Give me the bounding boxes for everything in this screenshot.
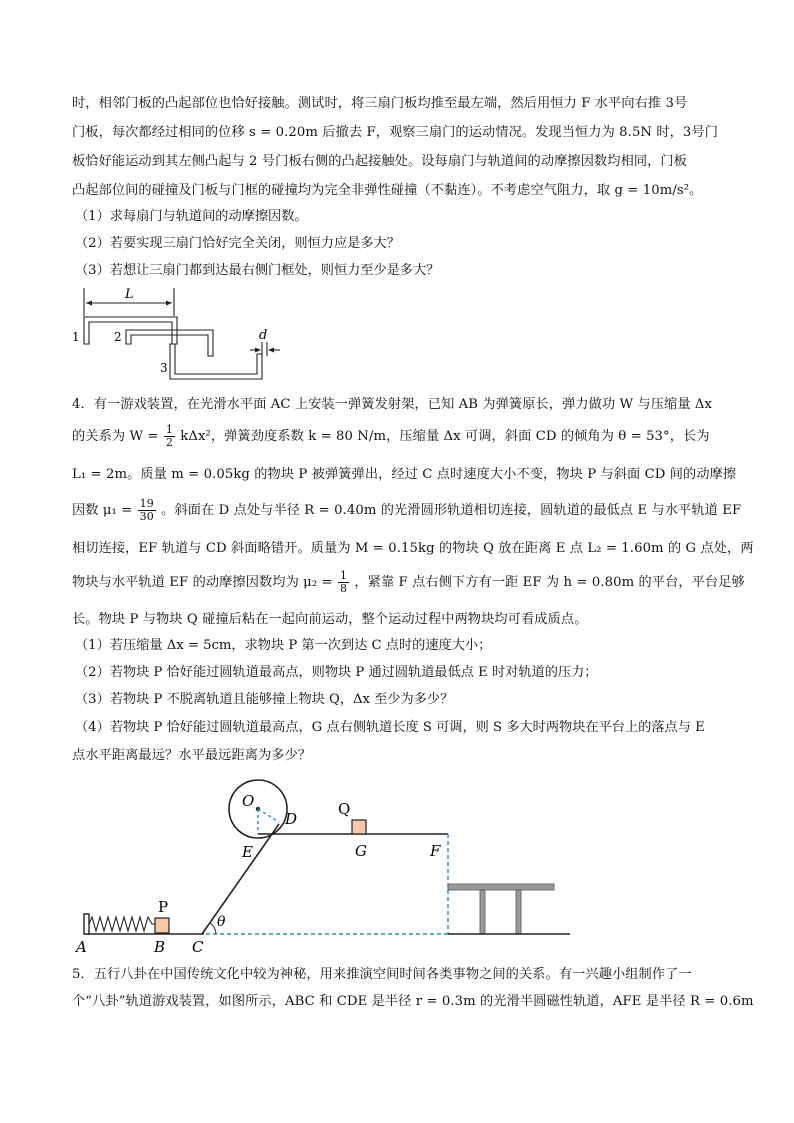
p3-line-2: 门板，每次都经过相同的位移 s = 0.20m 后撤去 F，观察三扇门的运动情况。发现当恒力为 8.5N 时，3号门 (72, 125, 719, 140)
fraction-mu1 (138, 498, 156, 523)
fraction-denominator: 30 (139, 510, 154, 523)
p4-question-4a: （4）若物块 P 恰好能过圆轨道最高点，G 点右侧轨道长度 S 可调，则 S 多大时两物块在平台上的落点与 E (75, 720, 705, 735)
p4-question-2: （2）若物块 P 恰好能过圆轨道最高点，则物块 P 通过圆轨道最低点 E 时对轨道的压力； (75, 665, 598, 680)
p5-line-2: 个“八卦”轨道游戏装置，如图所示，ABC 和 CDE 是半径 r = 0.3m 的光滑半圆磁性轨道，AFE 是半径 R = 0.6m (72, 994, 754, 1009)
p4-line-6-b: ，紧靠 F 点右侧下方有一距 EF 为 h = 0.80m 的平台，平台足够 (354, 575, 745, 590)
incline-CD (202, 824, 279, 934)
L-arrow-head-left (86, 301, 92, 306)
label-door-2: 2 (114, 330, 122, 344)
label-theta: θ (217, 914, 226, 930)
d-arrow-head-right (268, 348, 274, 353)
label-F: F (430, 842, 441, 860)
spring-wall (84, 914, 89, 934)
p4-question-3: （3）若物块 P 不脱离轨道且能够撞上物块 Q，Δx 至少为多少？ (75, 692, 454, 707)
label-D: D (285, 810, 298, 828)
fraction-numerator: 1 (165, 423, 173, 436)
block-Q (352, 820, 366, 834)
radius-to-D (258, 809, 279, 822)
fraction-mu2 (338, 570, 349, 595)
p4-line-7: 长。物块 P 与物块 Q 碰撞后粘在一起向前运动，整个运动过程中两物块均可看成质点。 (72, 612, 588, 627)
label-door-1: 1 (72, 330, 80, 344)
p3-question-3: （3）若想让三扇门都到达最右侧门框处，则恒力至少是多大？ (75, 263, 440, 278)
p3-question-1: （1）求每扇门与轨道间的动摩擦因数。 (75, 209, 308, 224)
p4-line-6 (72, 570, 745, 595)
label-A: A (76, 938, 87, 956)
label-C: C (192, 938, 204, 956)
label-O: O (242, 792, 255, 810)
theta-arc (210, 923, 216, 934)
label-L: L (125, 287, 134, 302)
p4-line-6-a: 物块与水平轨道 EF 的动摩擦因数均为 μ₂ = (72, 575, 333, 590)
p4-line-4-b: 。斜面在 D 点处与半径 R = 0.40m 的光滑圆形轨道相切连接，圆轨道的最低点 E 与水平轨道 EF (161, 503, 742, 518)
p4-question-1: （1）若压缩量 Δx = 5cm，求物块 P 第一次到达 C 点时的速度大小； (75, 638, 492, 653)
p4-line-4 (72, 498, 741, 523)
p4-line-3: L₁ = 2m。质量 m = 0.05kg 的物块 P 被弹簧弹出，经过 C 点时速度大小不变，物块 P 与斜面 CD 间的动摩擦 (72, 467, 737, 482)
fraction-numerator: 19 (139, 497, 154, 510)
spring (89, 917, 155, 931)
p4-line-2-b: kΔx²，弹簧劲度系数 k = 80 N/m，压缩量 Δx 可调，斜面 CD 的倾角为 θ = 53°，长为 (180, 429, 710, 444)
platform-top (448, 884, 554, 890)
p4-line-2-a: 的关系为 W = (72, 429, 159, 444)
p4-line-1: 4．有一游戏装置，在光滑水平面 AC 上安装一弹簧发射架，已知 AB 为弹簧原长，弹力做功 W 与压缩量 Δx (72, 397, 713, 412)
p3-line-1: 时，相邻门板的凸起部位也恰好接触。测试时，将三扇门板均推至最左端，然后用恒力 F 水平向右推 3号 (72, 96, 688, 111)
p4-line-4-a: 因数 μ₁ = (72, 503, 133, 518)
label-E: E (242, 843, 253, 861)
block-P (155, 918, 169, 933)
p4-question-4b: 点水平距离最远？水平最远距离为多少？ (72, 748, 312, 763)
label-G: G (355, 842, 367, 860)
track-figure (70, 772, 570, 962)
door-3 (170, 344, 262, 379)
label-P: P (158, 898, 169, 916)
platform-leg-right (516, 890, 521, 934)
p5-line-1: 5．五行八卦在中国传统文化中较为神秘，用来推演空间时间各类事物之间的关系。有一兴趣小组制作了一 (72, 967, 692, 982)
fraction-denominator: 2 (165, 436, 173, 449)
platform-leg-left (480, 890, 485, 934)
door-figure (64, 284, 294, 384)
label-B: B (154, 938, 166, 956)
p4-line-5: 相切连接，EF 轨道与 CD 斜面略错开。质量为 M = 0.15kg 的物块 Q 放在距离 E 点 L₂ = 1.60m 的 G 点处，两 (72, 541, 754, 556)
p4-line-2 (72, 424, 710, 449)
label-d: d (259, 328, 268, 343)
fraction-denominator: 8 (339, 582, 348, 595)
d-arrow-head-left (255, 348, 261, 353)
label-Q: Q (338, 800, 351, 818)
fraction-half (164, 424, 175, 449)
L-arrow-head-right (166, 301, 172, 306)
p3-line-3: 板恰好能运动到其左侧凸起与 2 号门板右侧的凸起接触处。设每扇门与轨道间的动摩擦因数均相同，门板 (72, 154, 688, 169)
fraction-numerator: 1 (339, 569, 348, 582)
p3-question-2: （2）若要实现三扇门恰好完全关闭，则恒力应是多大？ (75, 236, 400, 251)
p3-line-4: 凸起部位间的碰撞及门板与门框的碰撞均为完全非弹性碰撞（不黏连）。不考虑空气阻力，取 g = 10m/s²。 (72, 183, 703, 198)
label-door-3: 3 (160, 361, 168, 375)
